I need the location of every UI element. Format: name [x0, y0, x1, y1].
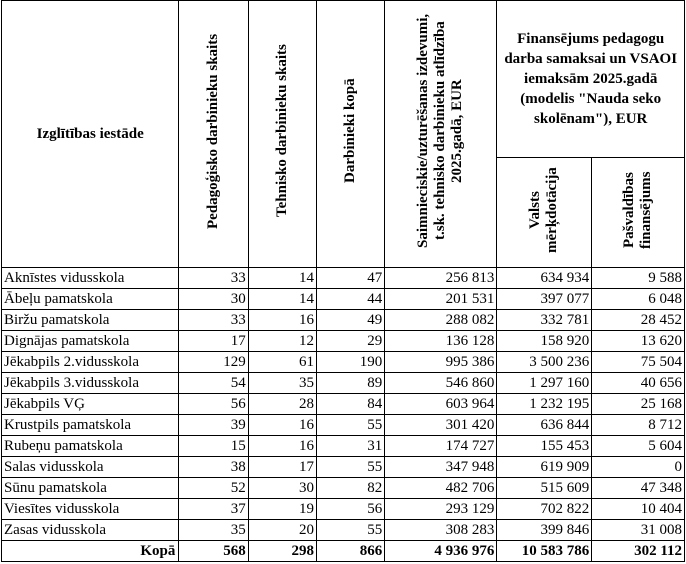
- cell-ped: 33: [179, 268, 248, 289]
- cell-ped: 56: [179, 394, 248, 415]
- table-row: [2, 289, 685, 310]
- table-row: [2, 478, 685, 499]
- cell-maint: 174 727: [385, 436, 497, 457]
- header-total-staff: [316, 1, 384, 268]
- table-row: [2, 331, 685, 352]
- cell-ped: 38: [179, 457, 248, 478]
- cell-tech: 17: [248, 457, 316, 478]
- cell-muni: 47 348: [592, 478, 685, 499]
- cell-ped: 37: [179, 499, 248, 520]
- cell-state: 1 297 160: [497, 373, 592, 394]
- cell-tech: 12: [248, 331, 316, 352]
- header-state-grant: [497, 158, 592, 268]
- header-pedagogical: [179, 1, 248, 268]
- cell-total: 31: [316, 436, 384, 457]
- header-institution: Izglītības iestāde: [2, 1, 179, 268]
- cell-name: Dignājas pamatskola: [2, 331, 179, 352]
- total-state: 10 583 786: [497, 541, 592, 562]
- cell-maint: 256 813: [385, 268, 497, 289]
- table-row: [2, 457, 685, 478]
- cell-ped: 33: [179, 310, 248, 331]
- cell-ped: 17: [179, 331, 248, 352]
- cell-total: 89: [316, 373, 384, 394]
- cell-muni: 28 452: [592, 310, 685, 331]
- cell-maint: 288 082: [385, 310, 497, 331]
- header-technical-text: Tehnisko darbinieku skaits: [273, 44, 290, 218]
- cell-name: Jēkabpils 2.vidusskola: [2, 352, 179, 373]
- cell-muni: 75 504: [592, 352, 685, 373]
- cell-total: 55: [316, 415, 384, 436]
- cell-state: 158 920: [497, 331, 592, 352]
- cell-muni: 31 008: [592, 520, 685, 541]
- cell-total: 55: [316, 520, 384, 541]
- header-maintenance-text: Saimnieciskie/uzturēšanas izdevumi, t.sk. tehnisko darbinieku atlīdzība 2025.gadā, EUR: [415, 13, 466, 249]
- total-muni: 302 112: [592, 541, 685, 562]
- cell-ped: 129: [179, 352, 248, 373]
- total-ped: 568: [179, 541, 248, 562]
- total-tech: 298: [248, 541, 316, 562]
- total-row: [2, 541, 685, 562]
- cell-ped: 54: [179, 373, 248, 394]
- cell-tech: 61: [248, 352, 316, 373]
- cell-total: 55: [316, 457, 384, 478]
- table-row: [2, 415, 685, 436]
- total-label: Kopā: [2, 541, 179, 562]
- cell-maint: 136 128: [385, 331, 497, 352]
- cell-maint: 546 860: [385, 373, 497, 394]
- cell-maint: 201 531: [385, 289, 497, 310]
- cell-tech: 16: [248, 415, 316, 436]
- cell-maint: 308 283: [385, 520, 497, 541]
- cell-state: 1 232 195: [497, 394, 592, 415]
- cell-muni: 40 656: [592, 373, 685, 394]
- cell-state: 155 453: [497, 436, 592, 457]
- table-row: [2, 394, 685, 415]
- cell-total: 47: [316, 268, 384, 289]
- total-maint: 4 936 976: [385, 541, 497, 562]
- cell-state: 702 822: [497, 499, 592, 520]
- cell-ped: 30: [179, 289, 248, 310]
- cell-ped: 35: [179, 520, 248, 541]
- budget-table: [1, 0, 685, 562]
- cell-total: 190: [316, 352, 384, 373]
- cell-muni: 0: [592, 457, 685, 478]
- table-row: [2, 520, 685, 541]
- cell-tech: 20: [248, 520, 316, 541]
- cell-maint: 293 129: [385, 499, 497, 520]
- cell-tech: 16: [248, 310, 316, 331]
- cell-name: Ābeļu pamatskola: [2, 289, 179, 310]
- cell-total: 82: [316, 478, 384, 499]
- cell-name: Sūnu pamatskola: [2, 478, 179, 499]
- header-total-staff-text: Darbinieki kopā: [342, 78, 359, 184]
- cell-muni: 25 168: [592, 394, 685, 415]
- cell-total: 29: [316, 331, 384, 352]
- cell-total: 49: [316, 310, 384, 331]
- cell-name: Jēkabpils 3.vidusskola: [2, 373, 179, 394]
- table-row: [2, 268, 685, 289]
- cell-tech: 19: [248, 499, 316, 520]
- cell-maint: 301 420: [385, 415, 497, 436]
- table-row: [2, 352, 685, 373]
- cell-total: 56: [316, 499, 384, 520]
- cell-name: Zasas vidusskola: [2, 520, 179, 541]
- cell-maint: 995 386: [385, 352, 497, 373]
- cell-name: Salas vidusskola: [2, 457, 179, 478]
- cell-ped: 52: [179, 478, 248, 499]
- cell-state: 3 500 236: [497, 352, 592, 373]
- cell-tech: 30: [248, 478, 316, 499]
- cell-state: 397 077: [497, 289, 592, 310]
- cell-tech: 16: [248, 436, 316, 457]
- cell-ped: 39: [179, 415, 248, 436]
- cell-maint: 603 964: [385, 394, 497, 415]
- table-row: [2, 436, 685, 457]
- cell-muni: 8 712: [592, 415, 685, 436]
- cell-name: Viesītes vidusskola: [2, 499, 179, 520]
- cell-muni: 13 620: [592, 331, 685, 352]
- cell-name: Rubeņu pamatskola: [2, 436, 179, 457]
- cell-muni: 5 604: [592, 436, 685, 457]
- cell-maint: 482 706: [385, 478, 497, 499]
- cell-tech: 14: [248, 268, 316, 289]
- cell-name: Biržu pamatskola: [2, 310, 179, 331]
- cell-name: Jēkabpils VĢ: [2, 394, 179, 415]
- header-technical: [248, 1, 316, 268]
- cell-total: 84: [316, 394, 384, 415]
- cell-total: 44: [316, 289, 384, 310]
- cell-state: 619 909: [497, 457, 592, 478]
- cell-state: 332 781: [497, 310, 592, 331]
- cell-tech: 28: [248, 394, 316, 415]
- cell-state: 634 934: [497, 268, 592, 289]
- table-row: [2, 310, 685, 331]
- header-municipal-text: Pašvaldības finansējums: [621, 170, 655, 249]
- cell-state: 636 844: [497, 415, 592, 436]
- cell-muni: 6 048: [592, 289, 685, 310]
- header-maintenance: [385, 1, 497, 268]
- header-pedagogical-text: Pedagoģisko darbinieku skaits: [205, 33, 222, 229]
- cell-tech: 14: [248, 289, 316, 310]
- cell-name: Aknīstes vidusskola: [2, 268, 179, 289]
- header-municipal: [592, 158, 685, 268]
- header-financing: Finansējums pedagogu darba samaksai un VSAOI iemaksām 2025.gadā (modelis "Nauda seko skolēnam"), EUR: [497, 1, 685, 158]
- cell-state: 515 609: [497, 478, 592, 499]
- cell-name: Krustpils pamatskola: [2, 415, 179, 436]
- header-state-grant-text: Valsts mērķdotācija: [527, 166, 561, 253]
- cell-tech: 35: [248, 373, 316, 394]
- total-staff: 866: [316, 541, 384, 562]
- table-row: [2, 499, 685, 520]
- cell-maint: 347 948: [385, 457, 497, 478]
- table-row: [2, 373, 685, 394]
- cell-state: 399 846: [497, 520, 592, 541]
- cell-muni: 9 588: [592, 268, 685, 289]
- cell-muni: 10 404: [592, 499, 685, 520]
- cell-ped: 15: [179, 436, 248, 457]
